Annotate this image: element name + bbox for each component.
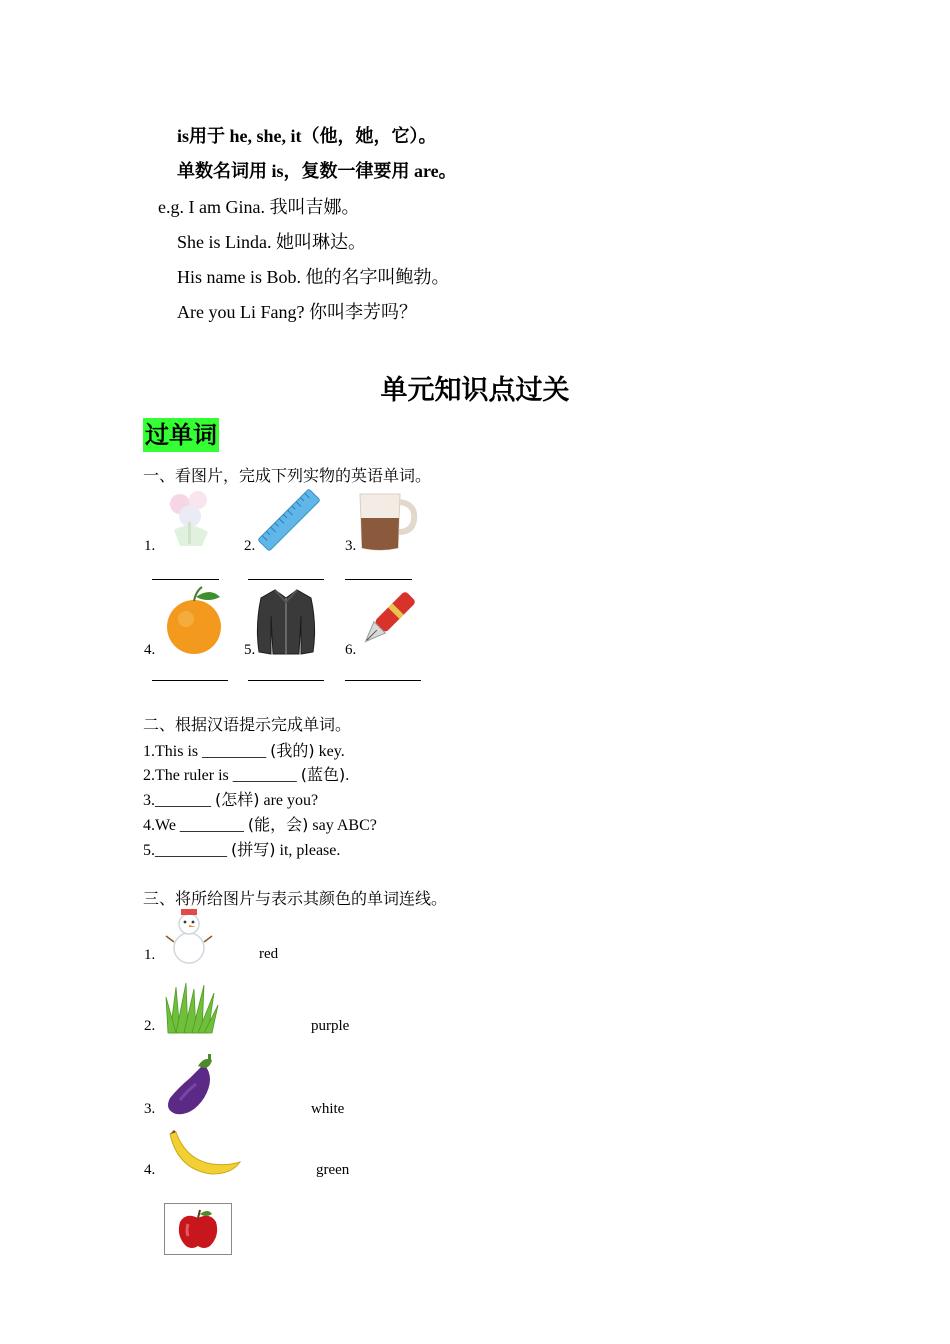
example-4: Are you Li Fang? 你叫李芳吗？ [177, 302, 417, 322]
color-word-3[interactable]: white [311, 1101, 345, 1117]
part1-num-4: 4. [144, 642, 156, 658]
banana-icon [168, 1130, 242, 1178]
page-title: 单元知识点过关 [380, 375, 570, 406]
q5-text: 5._________ [143, 842, 231, 859]
section-tag: 过单词 [143, 418, 219, 452]
question-1 [143, 738, 345, 761]
question-2 [143, 762, 349, 785]
grass-icon [166, 983, 218, 1033]
example-2: She is Linda. 她叫琳达。 [177, 232, 366, 252]
part1-num-6: 6. [345, 642, 357, 658]
rule1-rest: he, she, it（他，她，它）。 [225, 126, 437, 146]
q5-tail: it, please. [275, 842, 341, 859]
part3-num-2: 2. [144, 1018, 156, 1034]
part1-num-3: 3. [345, 538, 357, 554]
q4-text: 4.We ________ [143, 817, 248, 834]
flower-icon [160, 486, 222, 550]
apple-icon [176, 1208, 220, 1250]
part1-num-1: 1. [144, 538, 156, 554]
q2-hint: (蓝色) [300, 765, 346, 784]
q1-hint: (我的) [270, 741, 315, 760]
part3-num-4: 4. [144, 1162, 156, 1178]
part3-heading: 三、将所给图片与表示其颜色的单词连线。 [143, 889, 448, 908]
q3-hint: (怎样) [215, 790, 260, 809]
q5-hint: (拼写) [231, 840, 276, 859]
q4-hint: (能，会) [247, 815, 309, 834]
q1-tail: key. [314, 743, 345, 760]
part3-num-1: 1. [144, 947, 156, 963]
grammar-rule-1 [177, 122, 437, 148]
question-5 [143, 837, 340, 860]
color-word-4[interactable]: green [316, 1162, 350, 1178]
part1-blank-5[interactable] [248, 679, 324, 681]
question-4 [143, 812, 377, 835]
ruler-icon [255, 486, 323, 554]
q3-text: 3._______ [143, 792, 215, 809]
part1-num-2: 2. [244, 538, 256, 554]
color-word-1[interactable]: red [259, 946, 279, 962]
q4-tail: say ABC? [308, 817, 377, 834]
part1-num-5: 5. [244, 642, 256, 658]
example-3: His name is Bob. 他的名字叫鲍勃。 [177, 267, 450, 287]
part1-blank-6[interactable] [345, 679, 421, 681]
q3-tail: are you? [259, 792, 319, 809]
q2-tail: . [345, 767, 350, 784]
part2-heading: 二、根据汉语提示完成单词。 [143, 715, 352, 734]
color-word-2[interactable]: purple [311, 1018, 350, 1034]
orange-icon [166, 585, 224, 657]
q2-text: 2.The ruler is ________ [143, 767, 301, 784]
part1-blank-1[interactable] [152, 578, 219, 580]
rule1-en: is [177, 126, 190, 146]
part3-num-3: 3. [144, 1101, 156, 1117]
part1-blank-4[interactable] [152, 679, 228, 681]
part1-heading: 一、看图片，完成下列实物的英语单词。 [143, 466, 432, 485]
part1-blank-2[interactable] [248, 578, 324, 580]
grammar-rule-2: 单数名词用 is，复数一律要用 are。 [177, 161, 457, 181]
jacket-icon [255, 586, 317, 656]
q1-text: 1.This is ________ [143, 743, 271, 760]
snowman-icon [166, 908, 212, 964]
rule1-zh: 用于 [189, 126, 226, 147]
part1-blank-3[interactable] [345, 578, 412, 580]
question-3 [143, 787, 318, 810]
cup-icon [356, 488, 418, 552]
pen-icon [358, 590, 414, 652]
eggplant-icon [164, 1054, 216, 1118]
example-1: e.g. I am Gina. 我叫吉娜。 [158, 197, 360, 217]
